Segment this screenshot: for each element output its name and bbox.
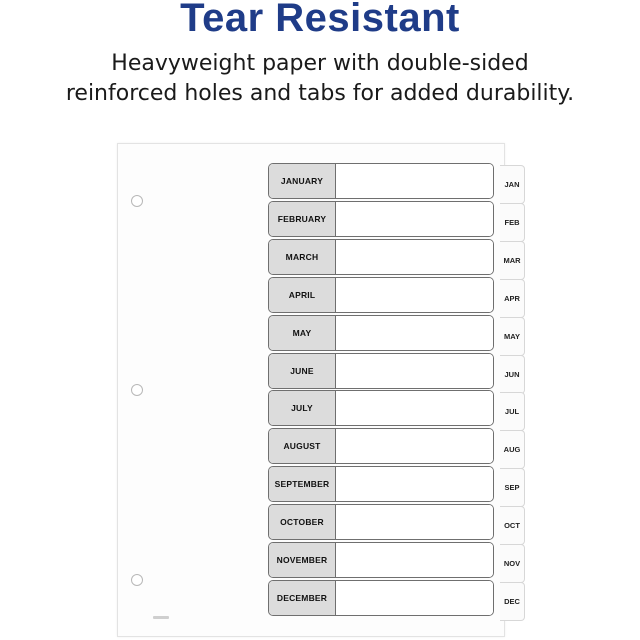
toc-row xyxy=(268,542,494,578)
side-tab xyxy=(500,468,525,507)
toc-month-label: JANUARY xyxy=(269,164,336,198)
toc-entry-field xyxy=(336,467,493,501)
toc-month-label: AUGUST xyxy=(269,429,336,463)
toc-month-label: NOVEMBER xyxy=(269,543,336,577)
toc-month-label: DECEMBER xyxy=(269,581,336,615)
toc-row xyxy=(268,277,494,313)
toc-row xyxy=(268,239,494,275)
toc-month-label: SEPTEMBER xyxy=(269,467,336,501)
side-tab xyxy=(500,430,525,469)
side-tab-label: JUL xyxy=(504,407,520,417)
toc-row xyxy=(268,580,494,616)
side-tab-label: FEB xyxy=(504,217,520,227)
side-tab xyxy=(500,317,525,356)
toc-row xyxy=(268,428,494,464)
side-tab-label: APR xyxy=(504,293,520,303)
toc-month-label: MAY xyxy=(269,316,336,350)
toc-month-label: FEBRUARY xyxy=(269,202,336,236)
side-tab-label: AUG xyxy=(503,445,521,455)
side-tab xyxy=(500,165,525,204)
side-tab-label: DEC xyxy=(504,596,520,606)
binder-hole-icon xyxy=(131,195,143,207)
toc-entry-field xyxy=(336,316,493,350)
side-tab-label: NOV xyxy=(503,559,521,568)
toc-entry-field xyxy=(336,391,493,425)
side-tab xyxy=(500,279,525,318)
toc-row xyxy=(268,163,494,199)
side-tab xyxy=(500,203,525,242)
side-tab xyxy=(500,355,525,394)
toc-row xyxy=(268,466,494,502)
side-tab-label: MAY xyxy=(504,331,520,341)
side-tab xyxy=(500,582,525,621)
side-tab xyxy=(500,392,525,431)
headline: Tear Resistant xyxy=(180,0,460,40)
binder-hole-icon xyxy=(131,574,143,586)
toc-row xyxy=(268,315,494,351)
toc-entry-field xyxy=(336,505,493,539)
side-tab-label: JUN xyxy=(504,369,520,379)
side-tab-label: SEP xyxy=(504,483,520,493)
toc-entry-field xyxy=(336,354,493,388)
toc-month-label: MARCH xyxy=(269,240,336,274)
side-tab xyxy=(500,506,525,545)
side-tab-label: MAR xyxy=(503,255,521,265)
toc-row xyxy=(268,390,494,426)
toc-row xyxy=(268,353,494,389)
subline-1: Heavyweight paper with double-sided xyxy=(111,51,529,76)
side-tab xyxy=(500,241,525,280)
toc-month-label: APRIL xyxy=(269,278,336,312)
avery-logo-icon xyxy=(153,615,169,620)
toc-month-label: OCTOBER xyxy=(269,505,336,539)
subline-2: reinforced holes and tabs for added durability. xyxy=(65,81,575,106)
toc-month-label: JUNE xyxy=(269,354,336,388)
toc-entry-field xyxy=(336,581,493,615)
toc-month-label: JULY xyxy=(269,391,336,425)
toc-entry-field xyxy=(336,164,493,198)
toc-entry-field xyxy=(336,278,493,312)
toc-entry-field xyxy=(336,429,493,463)
toc-row xyxy=(268,504,494,540)
binder-hole-icon xyxy=(131,384,143,396)
toc-entry-field xyxy=(336,543,493,577)
side-tab xyxy=(500,544,525,583)
side-tab-label: JAN xyxy=(504,180,520,189)
toc-entry-field xyxy=(336,240,493,274)
toc-entry-field xyxy=(336,202,493,236)
side-tab-label: OCT xyxy=(504,521,520,531)
toc-row xyxy=(268,201,494,237)
